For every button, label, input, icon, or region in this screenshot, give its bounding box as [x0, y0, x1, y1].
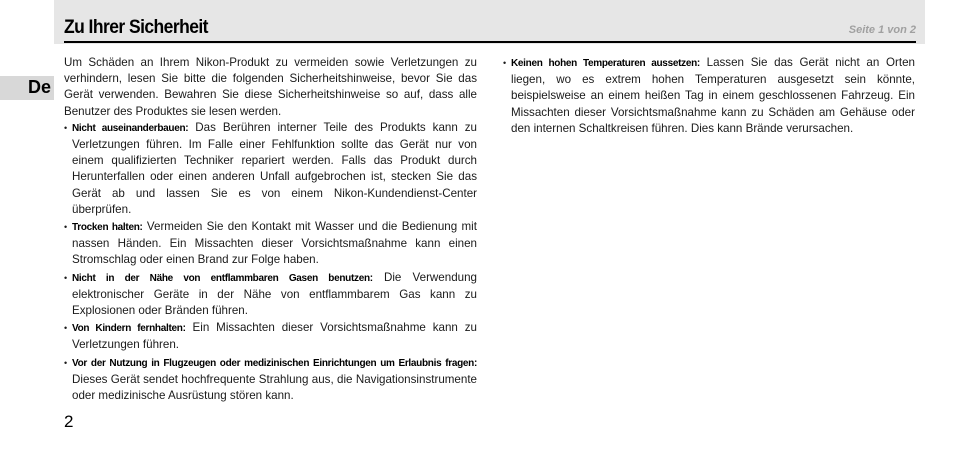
warning-item	[64, 120, 477, 218]
warning-text: Die Verwendung elektronischer Geräte in der Nähe von entflammbarem Gas kann zu Explosionen oder Bränden führen.	[72, 270, 477, 318]
title-rule	[64, 41, 916, 43]
warning-term: Nicht auseinanderbauen:	[72, 122, 189, 134]
warning-term: Keinen hohen Temperaturen aussetzen:	[511, 58, 700, 69]
warning-text: Das Berühren interner Teile des Produkts kann zu Verletzungen führen. Im Falle einer Fehlfunktion sollte das Gerät nur von einem qualifizierten Techniker repariert werden. Falls das Produkt durch Herunterfallen oder einen anderen Unfall aufgebrochen ist, stecken Sie das Gerät ab und lassen Sie es von einem Nikon-Kundendienst-Center überprüfen.	[72, 120, 478, 216]
page-title: Zu Ihrer Sicherheit	[64, 17, 208, 38]
left-column	[64, 55, 477, 405]
warning-item	[64, 355, 477, 405]
language-tab	[0, 76, 54, 100]
warning-item	[64, 320, 477, 353]
warning-item	[64, 219, 477, 269]
warning-list-left	[64, 120, 477, 404]
warning-text: Ein Missachten dieser Vorsichtsmaßnahme kann zu Verletzungen führen.	[72, 321, 478, 352]
warning-item	[503, 55, 915, 137]
warning-term: Von Kindern fernhalten:	[72, 323, 186, 335]
right-column	[503, 55, 915, 138]
warning-text: Vermeiden Sie den Kontakt mit Wasser und die Bedienung mit nassen Händen. Ein Missachten dieser Vorsichtsmaßnahme kann einen Stromschlag oder einen Brand zur Folge haben.	[72, 220, 477, 267]
warning-item	[64, 270, 477, 320]
warning-term: Vor der Nutzung in Flugzeugen oder medizinischen Einrichtungen um Erlaubnis fragen:	[72, 357, 477, 369]
page-number: 2	[64, 412, 74, 431]
warning-text: Lassen Sie das Gerät nicht an Orten liegen, wo es extrem hohen Temperaturen ausgesetzt sein könnte, beispielsweise an einem heißen Tag in einem geschlossenen Fahrzeug. Ein Missachten dieser Vorsichtsmaßnahme kann zu Schäden am Gehäuse oder den internen Schaltkreisen führen. Dies kann Brände verursachen.	[511, 56, 915, 135]
warning-text: Dieses Gerät sendet hochfrequente Strahlung aus, die Navigationsinstrumente oder medizinische Ausrüstung stören kann.	[72, 372, 477, 403]
language-tab-label: De	[27, 77, 51, 97]
intro-paragraph: Um Schäden an Ihrem Nikon-Produkt zu vermeiden sowie Verletzungen zu verhindern, lesen Sie bitte die folgenden Sicherheitshinweise, bevor Sie das Gerät verwenden. Bewahren Sie diese Sicherheitshinweise so auf, dass alle Benutzer des Produktes sie lesen werden.	[64, 56, 477, 118]
page-indicator: Seite 1 von 2	[848, 24, 916, 36]
warning-term: Nicht in der Nähe von entflammbaren Gasen benutzen:	[72, 272, 373, 284]
warning-list-right	[503, 55, 915, 137]
warning-term: Trocken halten:	[72, 222, 143, 234]
